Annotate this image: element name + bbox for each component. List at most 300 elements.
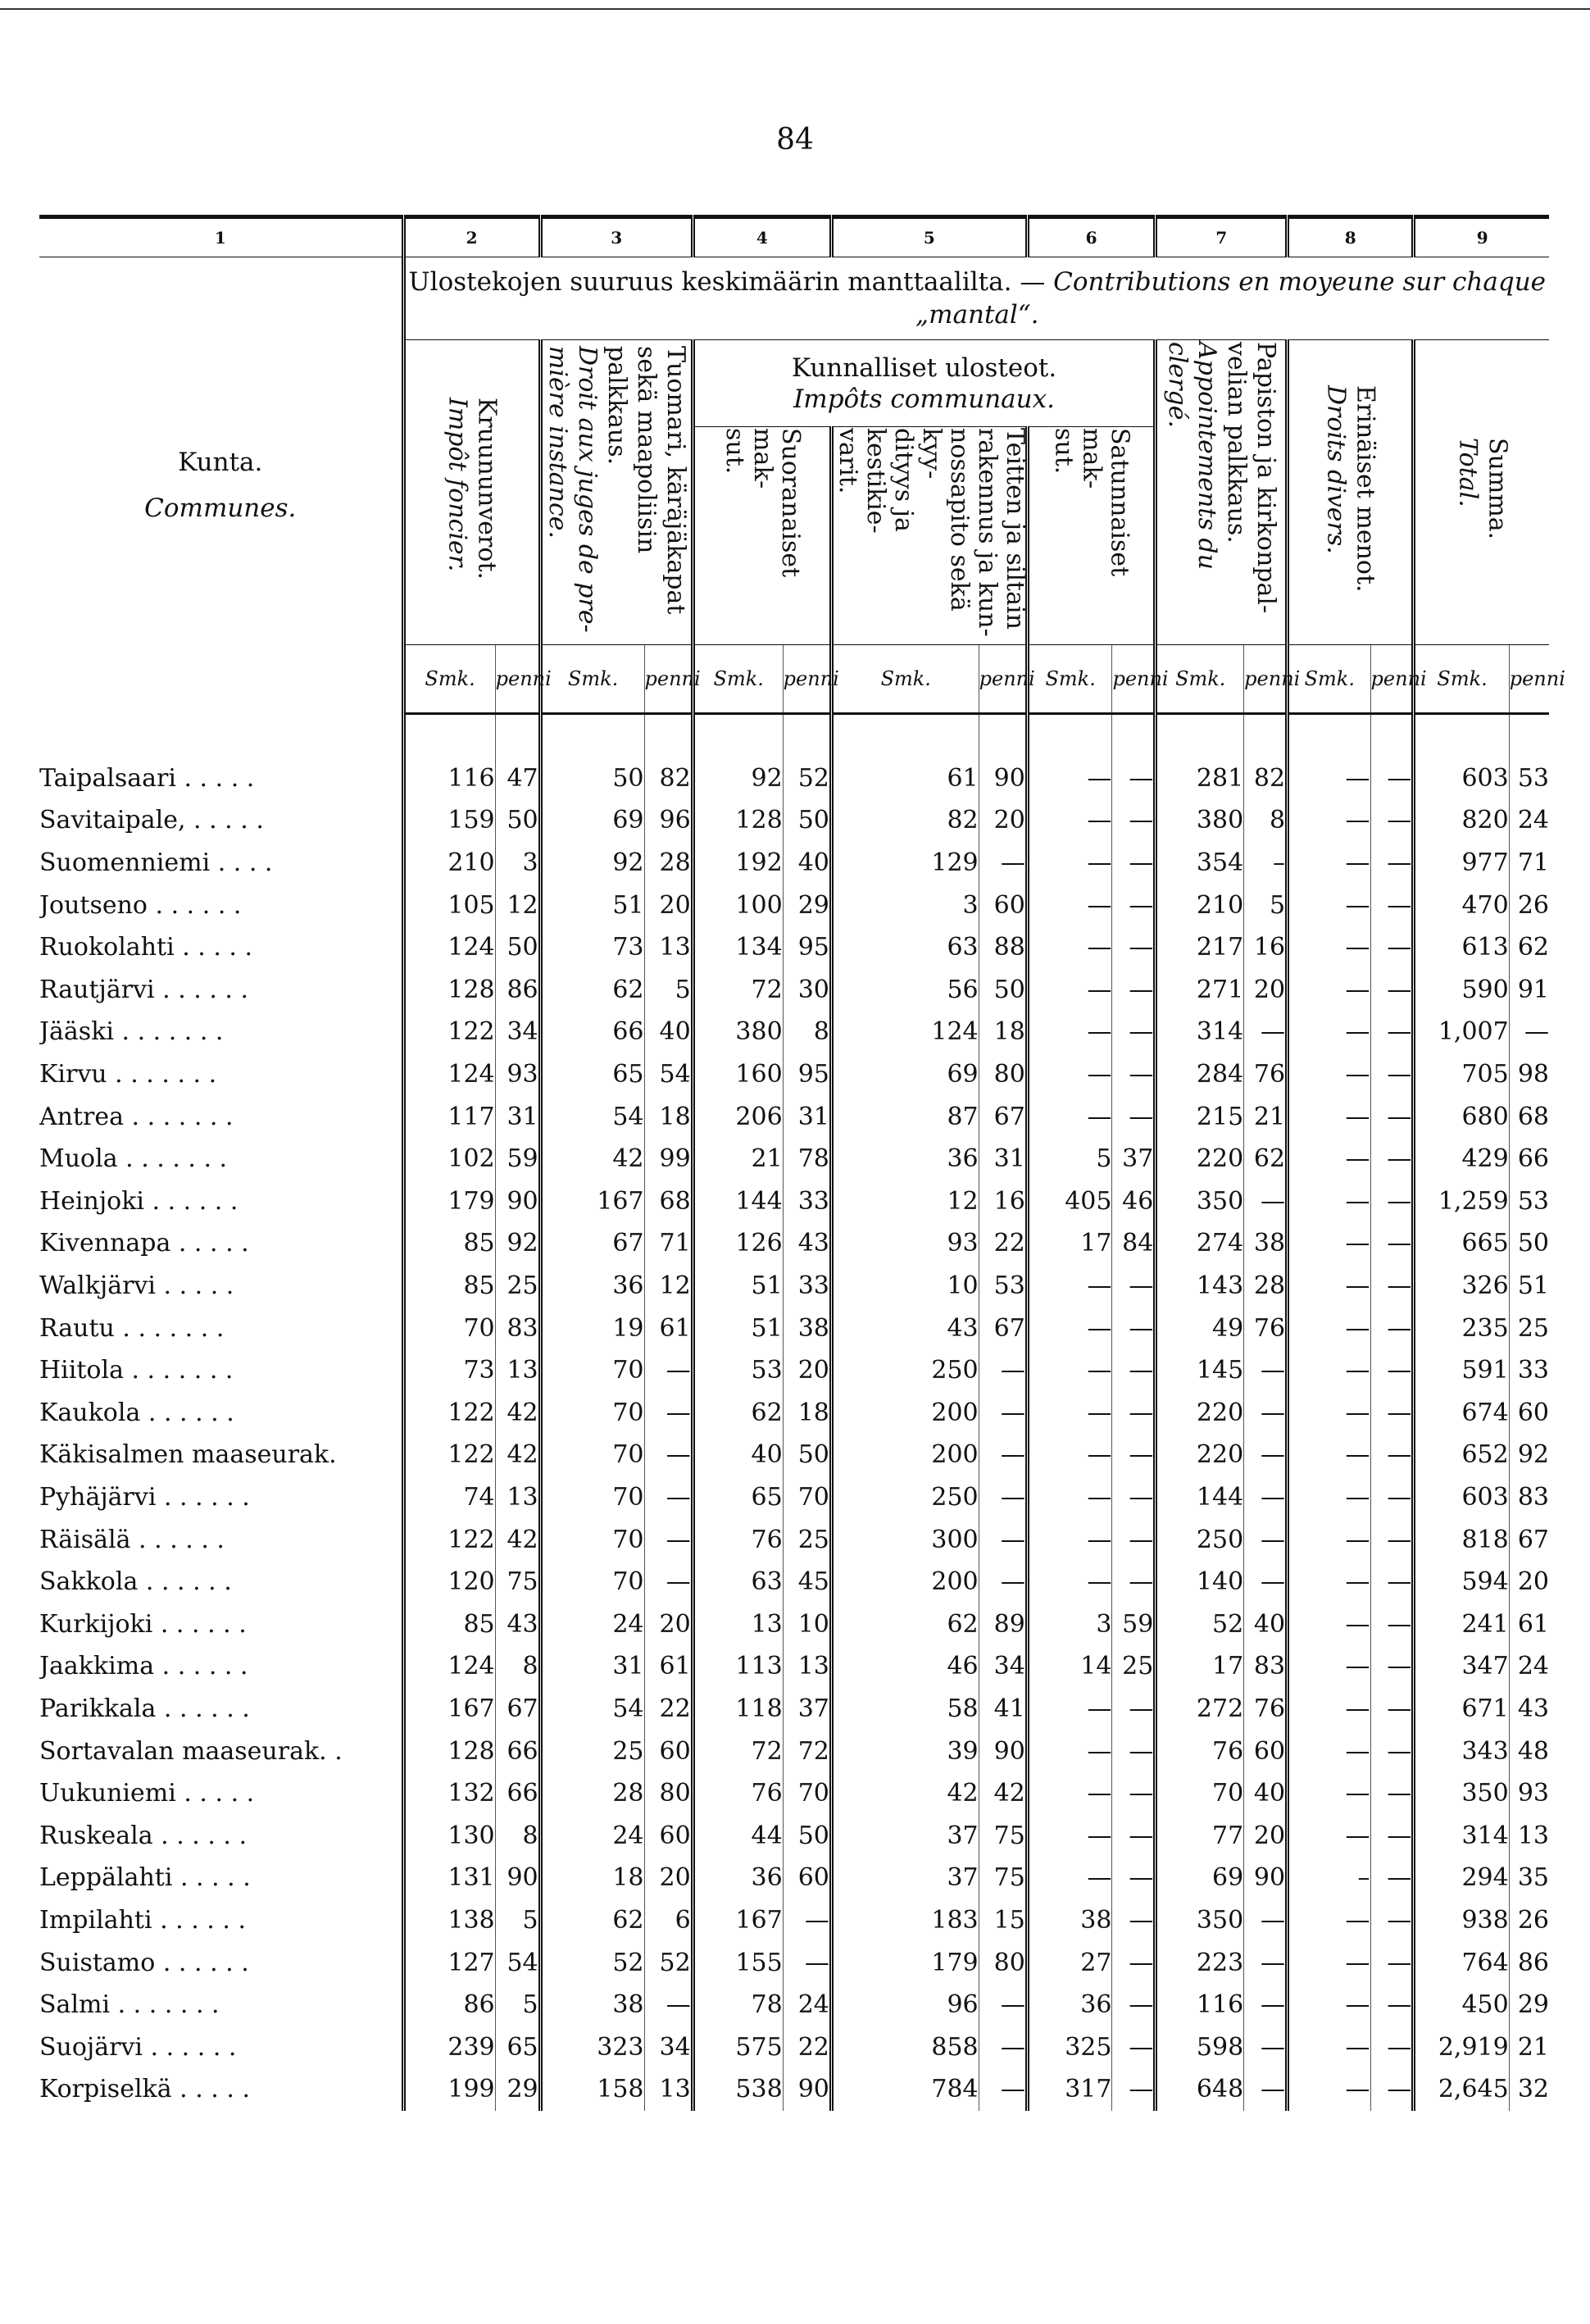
- cell-pennies: —: [644, 1561, 693, 1603]
- cell-marks: 206: [693, 1095, 783, 1138]
- table-row: [39, 2068, 1549, 2111]
- cell-pennies: —: [1370, 1011, 1414, 1053]
- cell-pennies: —: [1370, 1645, 1414, 1688]
- cell-marks: —: [1288, 1603, 1371, 1645]
- commune-name: Ruskeala . . . . . .: [39, 1814, 403, 1857]
- col2-fr: Impôt foncier.: [443, 398, 472, 572]
- cell-marks: 53: [693, 1349, 783, 1392]
- cell-marks: 76: [1156, 1730, 1244, 1772]
- cell-pennies: —: [644, 1476, 693, 1519]
- cell-pennies: 13: [495, 1349, 540, 1392]
- cell-marks: 271: [1156, 969, 1244, 1012]
- cell-marks: 818: [1414, 1518, 1509, 1561]
- cell-marks: —: [1288, 1349, 1371, 1392]
- cell-pennies: 50: [495, 926, 540, 969]
- cell-marks: —: [1027, 799, 1112, 842]
- table-row: [39, 1688, 1549, 1730]
- cell-marks: 167: [403, 1688, 495, 1730]
- unit-pennies: penni: [495, 645, 540, 714]
- cell-pennies: —: [1112, 926, 1156, 969]
- cell-pennies: —: [979, 2026, 1027, 2068]
- cell-marks: —: [1288, 757, 1371, 800]
- table-row: [39, 1476, 1549, 1519]
- col5-header: [831, 427, 1027, 645]
- cell-pennies: 66: [495, 1730, 540, 1772]
- cell-marks: 200: [831, 1434, 979, 1476]
- cell-marks: 652: [1414, 1434, 1509, 1476]
- commune-name: Impilahti . . . . . .: [39, 1899, 403, 1942]
- cell-pennies: 29: [783, 884, 831, 926]
- cell-marks: 10: [831, 1265, 979, 1308]
- cell-marks: 179: [831, 1941, 979, 1984]
- kunnalliset-header: [693, 340, 1156, 427]
- cell-marks: 314: [1414, 1814, 1509, 1857]
- cell-marks: —: [1288, 1392, 1371, 1435]
- cell-marks: 36: [693, 1857, 783, 1899]
- cell-marks: 62: [540, 969, 644, 1012]
- cell-pennies: 78: [783, 1138, 831, 1180]
- commune-name: Kurkijoki . . . . . .: [39, 1603, 403, 1645]
- commune-name: Heinjoki . . . . . .: [39, 1180, 403, 1223]
- cell-marks: 350: [1156, 1899, 1244, 1942]
- cell-pennies: 20: [644, 1857, 693, 1899]
- commune-name: Jaakkima . . . . . .: [39, 1645, 403, 1688]
- cell-marks: 72: [693, 969, 783, 1012]
- cell-pennies: 24: [783, 1984, 831, 2026]
- cell-marks: —: [1288, 1984, 1371, 2026]
- commune-name: Uukuniemi . . . . .: [39, 1772, 403, 1815]
- commune-name: Antrea . . . . . . .: [39, 1095, 403, 1138]
- cell-pennies: —: [1370, 969, 1414, 1012]
- cell-marks: 314: [1156, 1011, 1244, 1053]
- cell-marks: 51: [693, 1265, 783, 1308]
- cell-pennies: 61: [644, 1307, 693, 1349]
- cell-pennies: 95: [783, 1053, 831, 1096]
- cell-marks: —: [1027, 1392, 1112, 1435]
- cell-marks: 43: [831, 1307, 979, 1349]
- cell-pennies: 50: [1517, 1229, 1549, 1258]
- cell-marks: 127: [403, 1941, 495, 1984]
- cell-pennies: 20: [1244, 1814, 1288, 1857]
- cell-marks: 93: [831, 1222, 979, 1265]
- cell-marks: 239: [403, 2026, 495, 2068]
- cell-marks: —: [1288, 1011, 1371, 1053]
- cell-marks: 858: [831, 2026, 979, 2068]
- cell-pennies: —: [1370, 1095, 1414, 1138]
- cell-pennies: 67: [979, 1095, 1027, 1138]
- table-row: [39, 799, 1549, 842]
- cell-marks: 24: [540, 1603, 644, 1645]
- cell-pennies: —: [1112, 1561, 1156, 1603]
- cell-marks: —: [1027, 969, 1112, 1012]
- cell-pennies: 43: [495, 1603, 540, 1645]
- cell-marks: 42: [831, 1772, 979, 1815]
- cell-pennies: —: [1370, 2068, 1414, 2111]
- cell-marks: 17: [1156, 1645, 1244, 1688]
- cell-pennies: 22: [979, 1222, 1027, 1265]
- cell-marks: 325: [1027, 2026, 1112, 2068]
- cell-marks: 3: [831, 884, 979, 926]
- cell-marks: 158: [540, 2068, 644, 2111]
- cell-marks: —: [1288, 1730, 1371, 1772]
- cell-marks: 167: [693, 1899, 783, 1942]
- cell-marks: —: [1027, 1857, 1112, 1899]
- cell-pennies: 59: [495, 1138, 540, 1180]
- cell-pennies: 31: [979, 1138, 1027, 1180]
- cell-pennies: 20: [644, 884, 693, 926]
- table-row: [39, 842, 1549, 885]
- cell-marks: 58: [831, 1688, 979, 1730]
- cell-marks: —: [1027, 1518, 1112, 1561]
- cell-marks: —: [1288, 1772, 1371, 1815]
- cell-pennies: 40: [1244, 1772, 1288, 1815]
- cell-pennies: 5: [495, 1984, 540, 2026]
- cell-marks: 380: [1156, 799, 1244, 842]
- cell-pennies: 3: [495, 842, 540, 885]
- commune-name: Kivennapa . . . . .: [39, 1222, 403, 1265]
- cell-pennies: 20: [1517, 1567, 1549, 1597]
- cell-pennies: —: [1244, 1984, 1288, 2026]
- cell-marks: 300: [831, 1518, 979, 1561]
- cell-pennies: —: [1244, 1899, 1288, 1942]
- cell-marks: 5: [1027, 1138, 1112, 1180]
- cell-marks: 85: [403, 1603, 495, 1645]
- col8-fr: Droits divers.: [1321, 385, 1351, 555]
- cell-pennies: 75: [979, 1857, 1027, 1899]
- cell-pennies: —: [1244, 1941, 1288, 1984]
- cell-pennies: 25: [1517, 1313, 1549, 1343]
- cell-marks: 96: [831, 1984, 979, 2026]
- cell-marks: 294: [1414, 1857, 1509, 1899]
- cell-pennies: 13: [495, 1476, 540, 1519]
- cell-pennies: 76: [1244, 1688, 1288, 1730]
- cell-marks: 347: [1414, 1645, 1509, 1688]
- cell-marks: 38: [540, 1984, 644, 2026]
- cell-pennies: 29: [1517, 1990, 1549, 2020]
- cell-pennies: —: [1370, 1857, 1414, 1899]
- cell-pennies: 18: [783, 1392, 831, 1435]
- cell-pennies: 12: [495, 884, 540, 926]
- cell-marks: 223: [1156, 1941, 1244, 1984]
- cell-marks: 87: [831, 1095, 979, 1138]
- cell-pennies: 33: [1517, 1356, 1549, 1385]
- cell-pennies: 61: [1517, 1609, 1549, 1639]
- commune-name: Leppälahti . . . . .: [39, 1857, 403, 1899]
- cell-marks: —: [1288, 1138, 1371, 1180]
- cell-pennies: 52: [644, 1941, 693, 1984]
- commune-name: Taipalsaari . . . . .: [39, 757, 403, 800]
- cell-pennies: —: [644, 1349, 693, 1392]
- cell-marks: 37: [831, 1857, 979, 1899]
- cell-marks: —: [1288, 1053, 1371, 1096]
- cell-marks: 2,919: [1414, 2026, 1509, 2068]
- commune-name: Pyhäjärvi . . . . . .: [39, 1476, 403, 1519]
- cell-pennies: —: [1244, 1349, 1288, 1392]
- top-rule: [0, 8, 1590, 10]
- cell-marks: 76: [693, 1772, 783, 1815]
- cell-pennies: —: [1370, 1984, 1414, 2026]
- commune-name: Rautu . . . . . . .: [39, 1307, 403, 1349]
- cell-marks: 61: [831, 757, 979, 800]
- cell-marks: 46: [831, 1645, 979, 1688]
- cell-marks: 281: [1156, 757, 1244, 800]
- cell-marks: 820: [1414, 799, 1509, 842]
- cell-marks: –: [1288, 1857, 1371, 1899]
- cell-marks: 124: [403, 1645, 495, 1688]
- cell-marks: 145: [1156, 1349, 1244, 1392]
- col7-fi: Papiston ja kirkonpal- velian palkkaus.: [1222, 341, 1281, 613]
- col7-fr: Appointements du clergé.: [1163, 341, 1222, 570]
- cell-marks: 183: [831, 1899, 979, 1942]
- cell-marks: 67: [540, 1222, 644, 1265]
- cell-pennies: —: [1244, 2068, 1288, 2111]
- cell-marks: 77: [1156, 1814, 1244, 1857]
- cell-pennies: 99: [644, 1138, 693, 1180]
- unit-marks: Smk.: [1156, 645, 1244, 714]
- cell-marks: 200: [831, 1561, 979, 1603]
- cell-marks: —: [1288, 1434, 1371, 1476]
- cell-pennies: —: [1112, 884, 1156, 926]
- cell-marks: 429: [1414, 1138, 1509, 1180]
- cell-marks: —: [1288, 1688, 1371, 1730]
- cell-marks: 470: [1414, 884, 1509, 926]
- cell-marks: —: [1288, 926, 1371, 969]
- cell-pennies: —: [1244, 1392, 1288, 1435]
- cell-pennies: 83: [495, 1307, 540, 1349]
- cell-marks: —: [1288, 1518, 1371, 1561]
- table-row: [39, 1941, 1549, 1984]
- cell-marks: 37: [831, 1814, 979, 1857]
- cell-pennies: 92: [1517, 1440, 1549, 1470]
- cell-pennies: 33: [783, 1265, 831, 1308]
- cell-pennies: —: [783, 1899, 831, 1942]
- cell-marks: 118: [693, 1688, 783, 1730]
- colnum-9: 9: [1414, 217, 1549, 257]
- cell-pennies: 61: [644, 1645, 693, 1688]
- cell-marks: 144: [693, 1180, 783, 1223]
- cell-marks: 13: [693, 1603, 783, 1645]
- col8-header: [1288, 340, 1414, 645]
- table-row: [39, 1265, 1549, 1308]
- cell-pennies: 20: [644, 1603, 693, 1645]
- cell-marks: 3: [1027, 1603, 1112, 1645]
- cell-marks: 354: [1156, 842, 1244, 885]
- cell-pennies: 38: [1244, 1222, 1288, 1265]
- cell-marks: 85: [403, 1265, 495, 1308]
- cell-marks: —: [1027, 1011, 1112, 1053]
- cell-pennies: 21: [1244, 1095, 1288, 1138]
- cell-pennies: —: [1370, 884, 1414, 926]
- cell-pennies: 90: [783, 2068, 831, 2111]
- cell-pennies: —: [1370, 842, 1414, 885]
- cell-marks: 122: [403, 1392, 495, 1435]
- cell-marks: 250: [831, 1349, 979, 1392]
- cell-pennies: 50: [979, 969, 1027, 1012]
- cell-pennies: 8: [495, 1645, 540, 1688]
- cell-marks: 450: [1414, 1984, 1509, 2026]
- spacer-row: [39, 714, 1549, 757]
- cell-pennies: 93: [495, 1053, 540, 1096]
- colnum-5: 5: [831, 217, 1027, 257]
- col9-fi: Summa.: [1483, 438, 1512, 540]
- col3-fr: Droit aux juges de pre- mière instance.: [543, 345, 602, 633]
- table-row: [39, 1011, 1549, 1053]
- kunta-header: [39, 257, 403, 714]
- cell-pennies: 96: [644, 799, 693, 842]
- cell-pennies: 40: [644, 1011, 693, 1053]
- cell-pennies: 84: [1112, 1222, 1156, 1265]
- cell-pennies: 46: [1112, 1180, 1156, 1223]
- cell-pennies: 12: [644, 1265, 693, 1308]
- cell-marks: 63: [831, 926, 979, 969]
- cell-pennies: 80: [979, 1941, 1027, 1984]
- cell-pennies: 75: [495, 1561, 540, 1603]
- cell-pennies: 88: [979, 926, 1027, 969]
- cell-marks: 220: [1156, 1138, 1244, 1180]
- cell-pennies: 70: [783, 1772, 831, 1815]
- cell-pennies: 91: [1517, 975, 1549, 1004]
- cell-pennies: 35: [1517, 1863, 1549, 1893]
- cell-marks: —: [1288, 842, 1371, 885]
- cell-marks: 70: [540, 1518, 644, 1561]
- cell-marks: 19: [540, 1307, 644, 1349]
- cell-pennies: 28: [1244, 1265, 1288, 1308]
- commune-name: Rautjärvi . . . . . .: [39, 969, 403, 1012]
- cell-pennies: —: [1112, 2068, 1156, 2111]
- cell-pennies: —: [1244, 1180, 1288, 1223]
- cell-marks: 85: [403, 1222, 495, 1265]
- cell-pennies: 26: [1517, 1905, 1549, 1935]
- col8-fi: Erinäiset menot.: [1351, 385, 1380, 593]
- cell-marks: 210: [1156, 884, 1244, 926]
- cell-pennies: 28: [644, 842, 693, 885]
- cell-marks: 1,259: [1414, 1180, 1509, 1223]
- cell-pennies: 80: [644, 1772, 693, 1815]
- commune-name: Suomenniemi . . . .: [39, 842, 403, 885]
- cell-pennies: —: [1370, 1180, 1414, 1223]
- unit-pennies: penni: [644, 645, 693, 714]
- cell-pennies: 41: [979, 1688, 1027, 1730]
- cell-marks: 665: [1414, 1222, 1509, 1265]
- table-row: [39, 1095, 1549, 1138]
- cell-marks: 323: [540, 2026, 644, 2068]
- cell-marks: 92: [693, 757, 783, 800]
- cell-marks: 350: [1414, 1772, 1509, 1815]
- commune-name: Hiitola . . . . . . .: [39, 1349, 403, 1392]
- cell-pennies: 20: [1244, 969, 1288, 1012]
- cell-marks: 69: [831, 1053, 979, 1096]
- caption-fi: Ulostekojen suuruus keskimäärin manttaalilta.: [408, 267, 1012, 297]
- cell-pennies: —: [1370, 1349, 1414, 1392]
- cell-pennies: 37: [783, 1688, 831, 1730]
- cell-pennies: 60: [783, 1857, 831, 1899]
- cell-marks: 36: [831, 1138, 979, 1180]
- cell-marks: 51: [540, 884, 644, 926]
- cell-marks: 179: [403, 1180, 495, 1223]
- cell-marks: 120: [403, 1561, 495, 1603]
- cell-pennies: 13: [644, 926, 693, 969]
- cell-marks: —: [1027, 884, 1112, 926]
- cell-pennies: 10: [783, 1603, 831, 1645]
- col9-header: [1414, 340, 1549, 645]
- cell-pennies: 16: [1244, 926, 1288, 969]
- cell-pennies: 40: [783, 842, 831, 885]
- cell-marks: 124: [403, 926, 495, 969]
- cell-pennies: 43: [783, 1222, 831, 1265]
- commune-name: Jääski . . . . . . .: [39, 1011, 403, 1053]
- cell-pennies: 22: [783, 2026, 831, 2068]
- cell-pennies: 20: [783, 1349, 831, 1392]
- commune-name: Korpiselkä . . . . .: [39, 2068, 403, 2111]
- cell-pennies: —: [979, 1349, 1027, 1392]
- table-row: [39, 926, 1549, 969]
- cell-marks: —: [1288, 1222, 1371, 1265]
- cell-marks: 40: [693, 1434, 783, 1476]
- cell-marks: 128: [693, 799, 783, 842]
- cell-pennies: –: [1244, 842, 1288, 885]
- cell-pennies: 60: [979, 884, 1027, 926]
- cell-pennies: 72: [783, 1730, 831, 1772]
- cell-marks: 86: [403, 1984, 495, 2026]
- cell-marks: 122: [403, 1434, 495, 1476]
- cell-marks: 70: [403, 1307, 495, 1349]
- cell-pennies: 92: [495, 1222, 540, 1265]
- commune-name: Muola . . . . . . .: [39, 1138, 403, 1180]
- cell-marks: 117: [403, 1095, 495, 1138]
- cell-pennies: 68: [1517, 1102, 1549, 1131]
- cell-marks: 70: [540, 1561, 644, 1603]
- cell-marks: 128: [403, 969, 495, 1012]
- cell-marks: —: [1288, 1645, 1371, 1688]
- cell-pennies: 32: [1517, 2075, 1549, 2104]
- cell-pennies: 45: [783, 1561, 831, 1603]
- cell-pennies: 98: [1517, 1060, 1549, 1089]
- table-caption: [403, 257, 1549, 340]
- cell-pennies: 90: [979, 1730, 1027, 1772]
- cell-pennies: 25: [1112, 1645, 1156, 1688]
- cell-pennies: 90: [495, 1857, 540, 1899]
- cell-pennies: 53: [1517, 1186, 1549, 1216]
- cell-pennies: —: [1112, 1476, 1156, 1519]
- commune-name: Suojärvi . . . . . .: [39, 2026, 403, 2068]
- col6-header: [1027, 427, 1155, 645]
- cell-marks: 272: [1156, 1688, 1244, 1730]
- cell-marks: 192: [693, 842, 783, 885]
- cell-pennies: —: [1112, 2026, 1156, 2068]
- cell-pennies: 18: [644, 1095, 693, 1138]
- cell-pennies: —: [1370, 757, 1414, 800]
- cell-pennies: 34: [644, 2026, 693, 2068]
- cell-marks: 49: [1156, 1307, 1244, 1349]
- cell-pennies: 67: [1517, 1525, 1549, 1554]
- cell-marks: 73: [540, 926, 644, 969]
- cell-pennies: 62: [1517, 933, 1549, 962]
- cell-marks: 76: [693, 1518, 783, 1561]
- cell-marks: 73: [403, 1349, 495, 1392]
- cell-marks: —: [1027, 1053, 1112, 1096]
- cell-pennies: 71: [1517, 848, 1549, 878]
- cell-marks: 28: [540, 1772, 644, 1815]
- cell-marks: 977: [1414, 842, 1509, 885]
- cell-marks: 591: [1414, 1349, 1509, 1392]
- cell-marks: —: [1027, 1730, 1112, 1772]
- commune-name: Savitaipale, . . . . .: [39, 799, 403, 842]
- commune-name: Walkjärvi . . . . .: [39, 1265, 403, 1308]
- table-row: [39, 1392, 1549, 1435]
- cell-marks: 24: [540, 1814, 644, 1857]
- cell-marks: 92: [540, 842, 644, 885]
- cell-pennies: —: [1244, 1011, 1288, 1053]
